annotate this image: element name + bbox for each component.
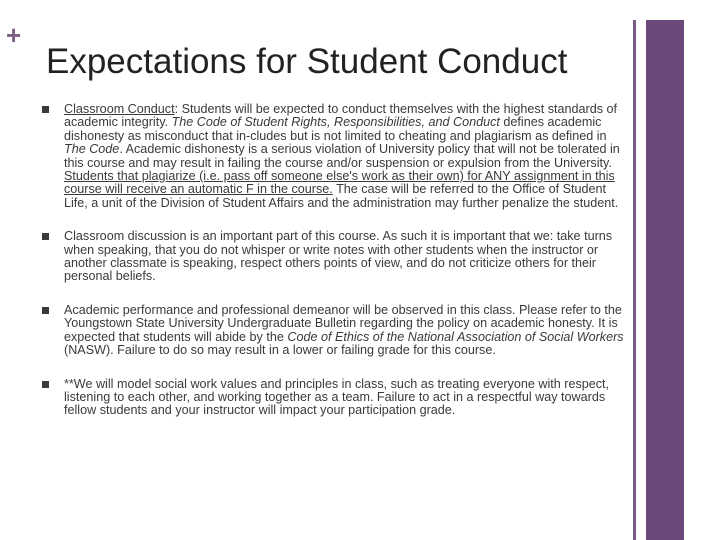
text-run: . Academic dishonesty is a serious violation of University policy that will not be tolerated in this course and may result in failing the course and/or suspension or expulsion from the University. — [64, 142, 620, 170]
nasw-code-reference: Code of Ethics of the National Association of Social Workers — [287, 329, 624, 344]
square-bullet-icon — [42, 307, 49, 314]
square-bullet-icon — [42, 233, 49, 240]
text-run: defines academic dishonesty as misconduct that in-cludes but is not limited to cheating and plagiarism as defined in — [64, 115, 607, 143]
text-run: Classroom discussion is an important part of this course. As such it is important that we: take turns when speaking, that you do not whisper or write notes with other students when the instructor or another classmate is speaking, respect others points of view, and do not criticize others for their personal beliefs. — [64, 229, 613, 284]
text-run: (NASW). Failure to do so may result in a lower or failing grade for this course. — [64, 343, 496, 358]
plagiarism-warning: Students that plagiarize (i.e. pass off someone else's work as their own) for ANY assignment in this course will receive an automatic F in the course. — [64, 169, 615, 197]
section-label: Classroom Conduct — [64, 102, 175, 116]
list-item-social-work-values — [40, 378, 630, 418]
code-reference-short: The Code — [64, 142, 120, 157]
plus-icon: + — [6, 20, 22, 50]
text-run: : Students will be expected to conduct themselves with the highest standards of academic integrity. — [64, 102, 618, 130]
list-item-discussion — [40, 230, 630, 284]
bullet-list — [40, 103, 630, 438]
text-run: The case will be referred to the Office of Student Life, a unit of the Division of Student Affairs and the administration may further penalize the student. — [64, 182, 619, 210]
text-run: **We will model social work values and principles in class, such as treating everyone with respect, listening to each other, and working together as a team. Failure to act in a respectful way towards fellow students and your instructor will impact your participation grade. — [64, 376, 610, 418]
code-reference: The Code of Student Rights, Responsibilities, and Conduct — [171, 115, 500, 130]
accent-bar-thin — [633, 20, 636, 540]
list-item-classroom-conduct — [40, 103, 630, 210]
page-title: Expectations for Student Conduct — [46, 42, 568, 81]
square-bullet-icon — [42, 106, 49, 113]
list-item-academic-performance — [40, 304, 630, 358]
square-bullet-icon — [42, 381, 49, 388]
text-run: Academic performance and professional demeanor will be observed in this class. Please refer to the Youngstown State University Undergraduate Bulletin regarding the policy on academic honesty. It is expected that students will abide by the — [64, 302, 622, 344]
accent-bar-wide — [646, 20, 684, 540]
